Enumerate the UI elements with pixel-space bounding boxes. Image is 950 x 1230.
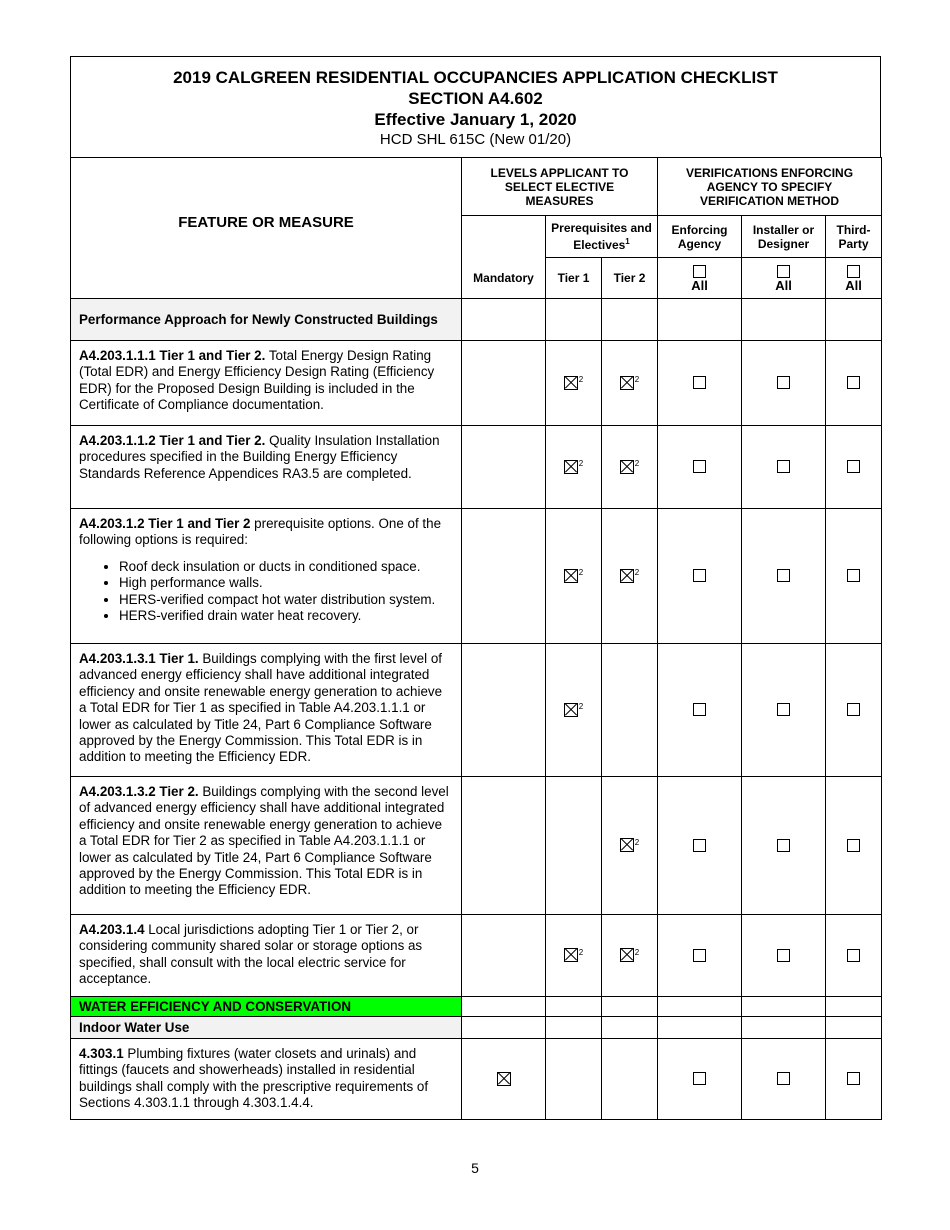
tier2-checked-box[interactable] bbox=[620, 948, 634, 962]
list-item: • High performance walls. bbox=[119, 575, 453, 591]
enforcing-checkbox[interactable] bbox=[693, 839, 706, 852]
measure-code: A4.203.1.1.2 Tier 1 and Tier 2. bbox=[79, 433, 266, 448]
measure-description bbox=[71, 341, 462, 426]
enforcing-checkbox[interactable] bbox=[693, 569, 706, 582]
prereq-header bbox=[546, 216, 658, 258]
measure-description bbox=[71, 915, 462, 997]
tier1-checked-box[interactable] bbox=[564, 460, 578, 474]
measure-text: Local jurisdictions adopting Tier 1 or Tier 2, or considering community shared solar or storage options as specified, shall consult with the local electric service for acceptance. bbox=[79, 922, 423, 987]
measure-description bbox=[71, 777, 462, 915]
mandatory-header bbox=[462, 216, 546, 299]
measure-description bbox=[71, 644, 462, 777]
section-row bbox=[71, 1017, 882, 1039]
tier2-checked-box[interactable] bbox=[620, 376, 634, 390]
installer-checkbox[interactable] bbox=[777, 1072, 790, 1085]
measure-description bbox=[71, 426, 462, 509]
all-label: All bbox=[845, 278, 862, 294]
footnote-ref: 2 bbox=[634, 837, 640, 847]
section-water-efficiency: WATER EFFICIENCY AND CONSERVATION bbox=[71, 997, 462, 1017]
measure-code: 4.303.1 bbox=[79, 1046, 124, 1061]
tier1-checked-box[interactable] bbox=[564, 569, 578, 583]
table-row bbox=[71, 509, 882, 644]
prereq-footnote: 1 bbox=[625, 237, 630, 246]
third-party-checkbox[interactable] bbox=[847, 569, 860, 582]
third-party-checkbox[interactable] bbox=[847, 376, 860, 389]
mandatory-label: Mandatory bbox=[473, 271, 534, 285]
tier2-checked-box[interactable] bbox=[620, 838, 634, 852]
table-row bbox=[71, 426, 882, 509]
measure-code: A4.203.1.3.2 Tier 2. bbox=[79, 784, 199, 799]
tier1-checked-box[interactable] bbox=[564, 376, 578, 390]
measure-code: A4.203.1.2 Tier 1 and Tier 2 bbox=[79, 516, 251, 531]
table-row bbox=[71, 644, 882, 777]
checklist-table bbox=[70, 157, 882, 1120]
measure-description bbox=[71, 509, 462, 644]
footnote-ref: 2 bbox=[634, 568, 640, 577]
document-header bbox=[70, 56, 881, 157]
form-id: HCD SHL 615C (New 01/20) bbox=[379, 131, 572, 148]
prereq-label: Prerequisites and Electives bbox=[551, 221, 652, 252]
table-row bbox=[71, 341, 882, 426]
third-party-checkbox[interactable] bbox=[847, 703, 860, 716]
tier2-checked-box[interactable] bbox=[620, 460, 634, 474]
enforcing-checkbox[interactable] bbox=[693, 703, 706, 716]
measure-text: Quality Insulation Installation procedures specified in the Building Energy Efficiency Standards Reference Appendices RA3.5 are completed. bbox=[79, 433, 440, 481]
footnote-ref: 2 bbox=[578, 459, 584, 468]
measure-text: Buildings complying with the second level of advanced energy efficiency shall have additional integrated efficiency and onsite renewable energy generation to achieve a Total EDR for Tier 2 as specified in Table A4.203.1.1.1 or lower as calculated by Title 24, Part 6 Compliance Software approved by the Energy Commission. This Total EDR is in addition to meeting the Efficiency EDR. bbox=[79, 784, 449, 898]
tier1-header: Tier 1 bbox=[546, 258, 602, 299]
footnote-ref: 2 bbox=[634, 947, 640, 957]
footnote-ref: 2 bbox=[578, 375, 584, 384]
tier2-checked-box[interactable] bbox=[620, 569, 634, 583]
feature-column-header: FEATURE OR MEASURE bbox=[71, 158, 462, 299]
table-row bbox=[71, 1039, 882, 1120]
installer-checkbox[interactable] bbox=[777, 376, 790, 389]
installer-checkbox[interactable] bbox=[777, 460, 790, 473]
enforcing-all-checkbox[interactable] bbox=[693, 265, 706, 278]
third-party-all bbox=[826, 258, 882, 299]
measure-text: Plumbing fixtures (water closets and urinals) and fittings (faucets and showerheads) installed in residential buildings shall comply with the prescriptive requirements of Sections 4.303.1.1 through 4.303.1.4.4. bbox=[79, 1046, 429, 1111]
all-label: All bbox=[691, 278, 708, 294]
mandatory-checked-box[interactable] bbox=[497, 1072, 511, 1086]
footnote-ref: 2 bbox=[578, 568, 584, 577]
installer-checkbox[interactable] bbox=[777, 569, 790, 582]
third-party-checkbox[interactable] bbox=[847, 839, 860, 852]
installer-all bbox=[742, 258, 826, 299]
section-row bbox=[71, 299, 882, 341]
third-party-header: Third-Party bbox=[826, 216, 882, 258]
installer-all-checkbox[interactable] bbox=[777, 265, 790, 278]
section-indoor-water: Indoor Water Use bbox=[71, 1017, 462, 1039]
section-row bbox=[71, 997, 882, 1017]
third-party-checkbox[interactable] bbox=[847, 460, 860, 473]
tier2-header: Tier 2 bbox=[602, 258, 658, 299]
levels-header: LEVELS APPLICANT TO SELECT ELECTIVE MEASURES bbox=[462, 158, 658, 216]
checklist-page bbox=[70, 56, 881, 1120]
tier1-checked-box[interactable] bbox=[564, 703, 578, 717]
all-label: All bbox=[775, 278, 792, 294]
third-party-checkbox[interactable] bbox=[847, 1072, 860, 1085]
enforcing-all bbox=[658, 258, 742, 299]
list-item: • HERS-verified drain water heat recovery. bbox=[119, 608, 453, 624]
footnote-ref: 2 bbox=[634, 375, 640, 384]
measure-description bbox=[71, 1039, 462, 1120]
tier1-checked-box[interactable] bbox=[564, 948, 578, 962]
installer-checkbox[interactable] bbox=[777, 703, 790, 716]
footnote-ref: 2 bbox=[634, 459, 640, 468]
measure-text: Buildings complying with the first level of advanced energy efficiency shall have additional integrated efficiency and onsite renewable energy generation to achieve a Total EDR for Tier 1 as specified in Table A4.203.1.1.1 or lower as calculated by Title 24, Part 6 Compliance Software approved by the Energy Commission. This Total EDR is in addition to meeting the Efficiency EDR. bbox=[79, 651, 443, 765]
measure-text: prerequisite options. One of the following options is required: bbox=[79, 516, 442, 548]
measure-code: A4.203.1.1.1 Tier 1 and Tier 2. bbox=[79, 348, 266, 363]
installer-header: Installer or Designer bbox=[742, 216, 826, 258]
third-party-all-checkbox[interactable] bbox=[847, 265, 860, 278]
third-party-checkbox[interactable] bbox=[847, 949, 860, 962]
installer-checkbox[interactable] bbox=[777, 839, 790, 852]
enforcing-checkbox[interactable] bbox=[693, 376, 706, 389]
enforcing-checkbox[interactable] bbox=[693, 1072, 706, 1085]
document-title: 2019 CALGREEN RESIDENTIAL OCCUPANCIES APPLICATION CHECKLIST bbox=[173, 68, 778, 87]
options-list bbox=[79, 559, 453, 625]
verifications-header: VERIFICATIONS ENFORCING AGENCY TO SPECIFY VERIFICATION METHOD bbox=[658, 158, 882, 216]
table-row bbox=[71, 777, 882, 915]
section-title: SECTION A4.602 bbox=[408, 89, 543, 108]
installer-checkbox[interactable] bbox=[777, 949, 790, 962]
section-performance: Performance Approach for Newly Constructed Buildings bbox=[71, 299, 462, 341]
list-item: • Roof deck insulation or ducts in conditioned space. bbox=[119, 559, 453, 575]
footnote-ref: 2 bbox=[578, 702, 584, 711]
page-number: 5 bbox=[471, 1160, 479, 1176]
measure-code: A4.203.1.3.1 Tier 1. bbox=[79, 651, 199, 666]
enforcing-checkbox[interactable] bbox=[693, 949, 706, 962]
enforcing-header: Enforcing Agency bbox=[658, 216, 742, 258]
table-row bbox=[71, 915, 882, 997]
list-item: • HERS-verified compact hot water distribution system. bbox=[119, 592, 453, 608]
effective-date: Effective January 1, 2020 bbox=[374, 110, 577, 129]
measure-code: A4.203.1.4 bbox=[79, 922, 145, 937]
measure-text: Total Energy Design Rating (Total EDR) and Energy Efficiency Design Rating (Efficiency EDR) for the Proposed Design Building is included in the Certificate of Compliance documentation. bbox=[79, 348, 435, 413]
enforcing-checkbox[interactable] bbox=[693, 460, 706, 473]
footnote-ref: 2 bbox=[578, 947, 584, 957]
